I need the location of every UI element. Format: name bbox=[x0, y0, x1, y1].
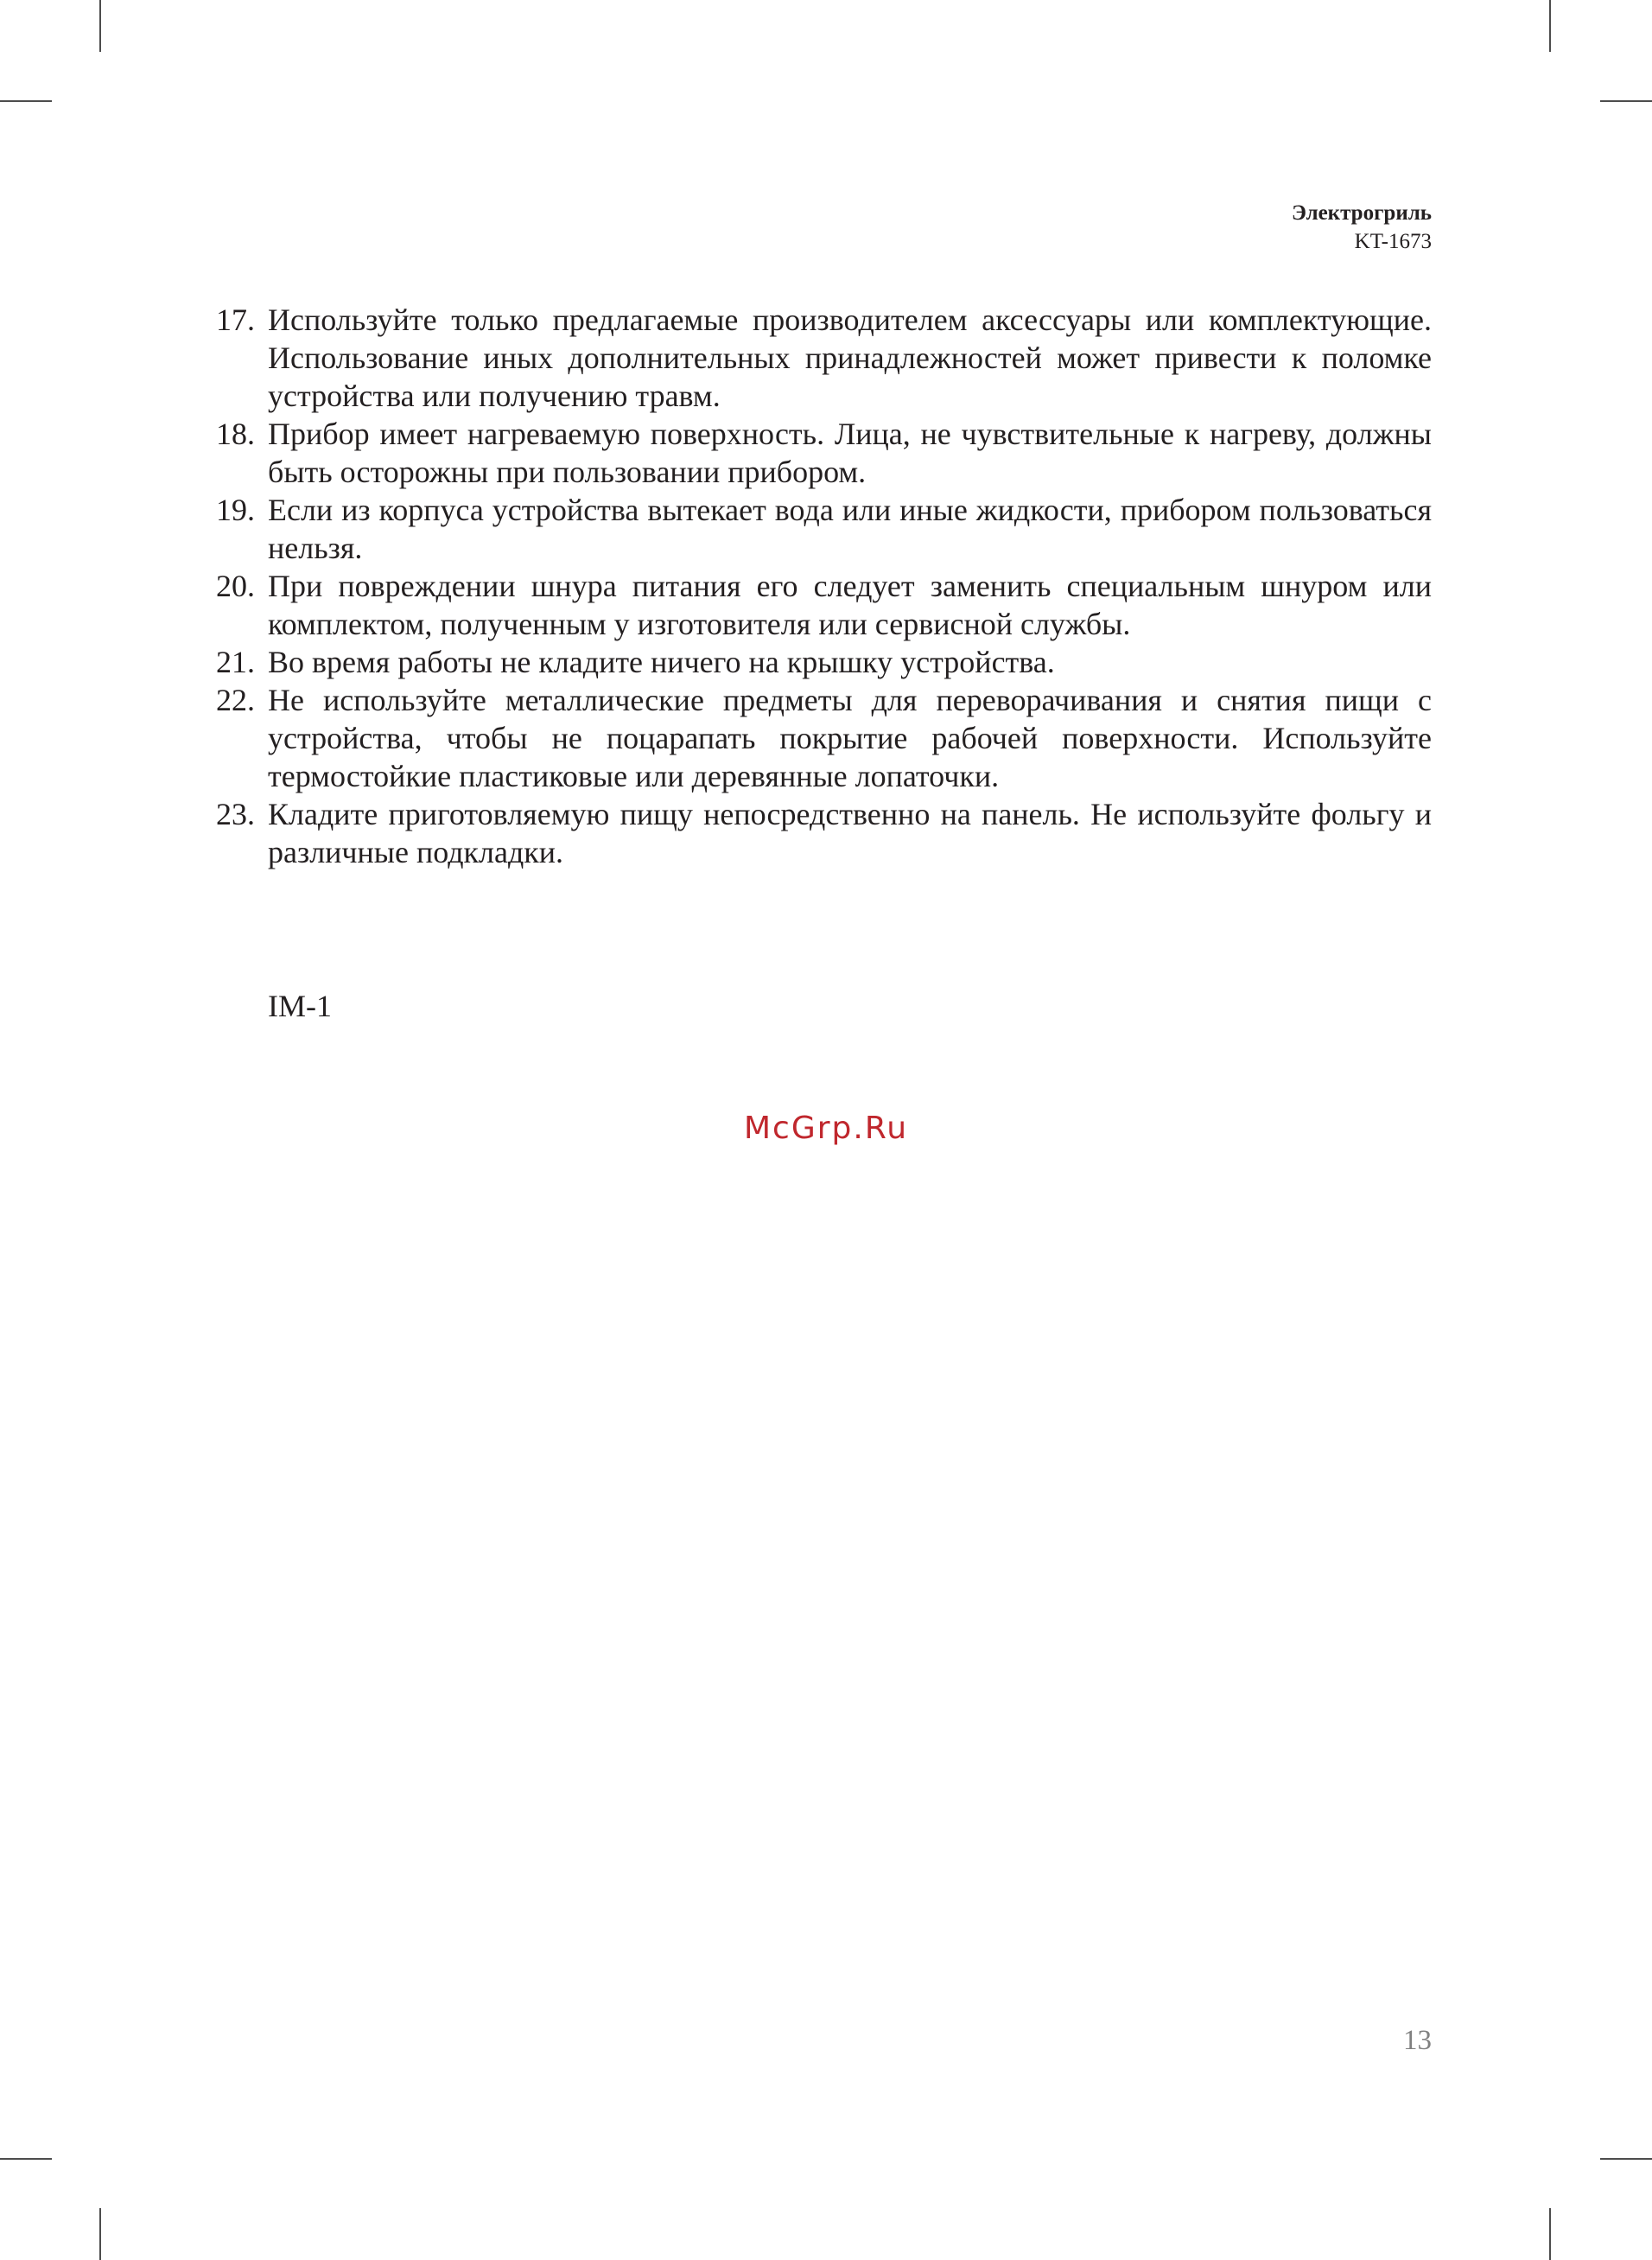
page-number: 13 bbox=[1403, 2025, 1432, 2056]
item-number: 20. bbox=[216, 569, 255, 603]
document-code: IM-1 bbox=[268, 989, 332, 1023]
list-item bbox=[216, 491, 1432, 567]
item-number: 23. bbox=[216, 797, 255, 831]
list-item bbox=[216, 681, 1432, 795]
item-text: Прибор имеет нагреваемую поверхность. Лица, не чувствительные к нагреву, должны быть осторожны при пользовании прибором. bbox=[268, 417, 1432, 489]
item-text: Не используйте металлические предметы для переворачивания и снятия пищи с устройства, чтобы не поцарапать покрытие рабочей поверхности. Используйте термостойкие пластиковые или деревянные лопаточки. bbox=[268, 683, 1432, 793]
header-title: Электрогриль bbox=[1291, 201, 1432, 225]
crop-mark bbox=[0, 2158, 52, 2160]
list-item bbox=[216, 643, 1432, 681]
watermark-text: McGrp.Ru bbox=[743, 1111, 909, 1146]
item-text: Используйте только предлагаемые производителем аксессуары или комплектующие. Использование иных дополнительных принадлежностей может привести к поломке устройства или получению травм. bbox=[268, 302, 1432, 413]
crop-mark bbox=[1549, 0, 1551, 52]
list-item bbox=[216, 567, 1432, 643]
crop-mark bbox=[1549, 2208, 1551, 2260]
item-text: Кладите приготовляемую пищу непосредственно на панель. Не используйте фольгу и различные подкладки. bbox=[268, 797, 1432, 869]
item-number: 17. bbox=[216, 302, 255, 337]
crop-mark bbox=[1600, 2158, 1652, 2160]
item-text: Во время работы не кладите ничего на крышку устройства. bbox=[268, 645, 1055, 679]
item-number: 18. bbox=[216, 417, 255, 451]
item-number: 19. bbox=[216, 493, 255, 527]
crop-mark bbox=[0, 100, 52, 102]
item-number: 22. bbox=[216, 683, 255, 717]
list-item bbox=[216, 415, 1432, 491]
header-model: KT-1673 bbox=[1354, 230, 1432, 253]
item-number: 21. bbox=[216, 645, 255, 679]
list-item bbox=[216, 301, 1432, 415]
crop-mark bbox=[99, 0, 101, 52]
crop-mark bbox=[99, 2208, 101, 2260]
safety-instructions-list bbox=[216, 301, 1432, 871]
item-text: Если из корпуса устройства вытекает вода или иные жидкости, прибором пользоваться нельзя. bbox=[268, 493, 1432, 565]
crop-mark bbox=[1600, 100, 1652, 102]
item-text: При повреждении шнура питания его следует заменить специальным шнуром или комплектом, полученным у изготовителя или сервисной службы. bbox=[268, 569, 1432, 641]
list-item bbox=[216, 795, 1432, 871]
running-header bbox=[1292, 199, 1432, 256]
